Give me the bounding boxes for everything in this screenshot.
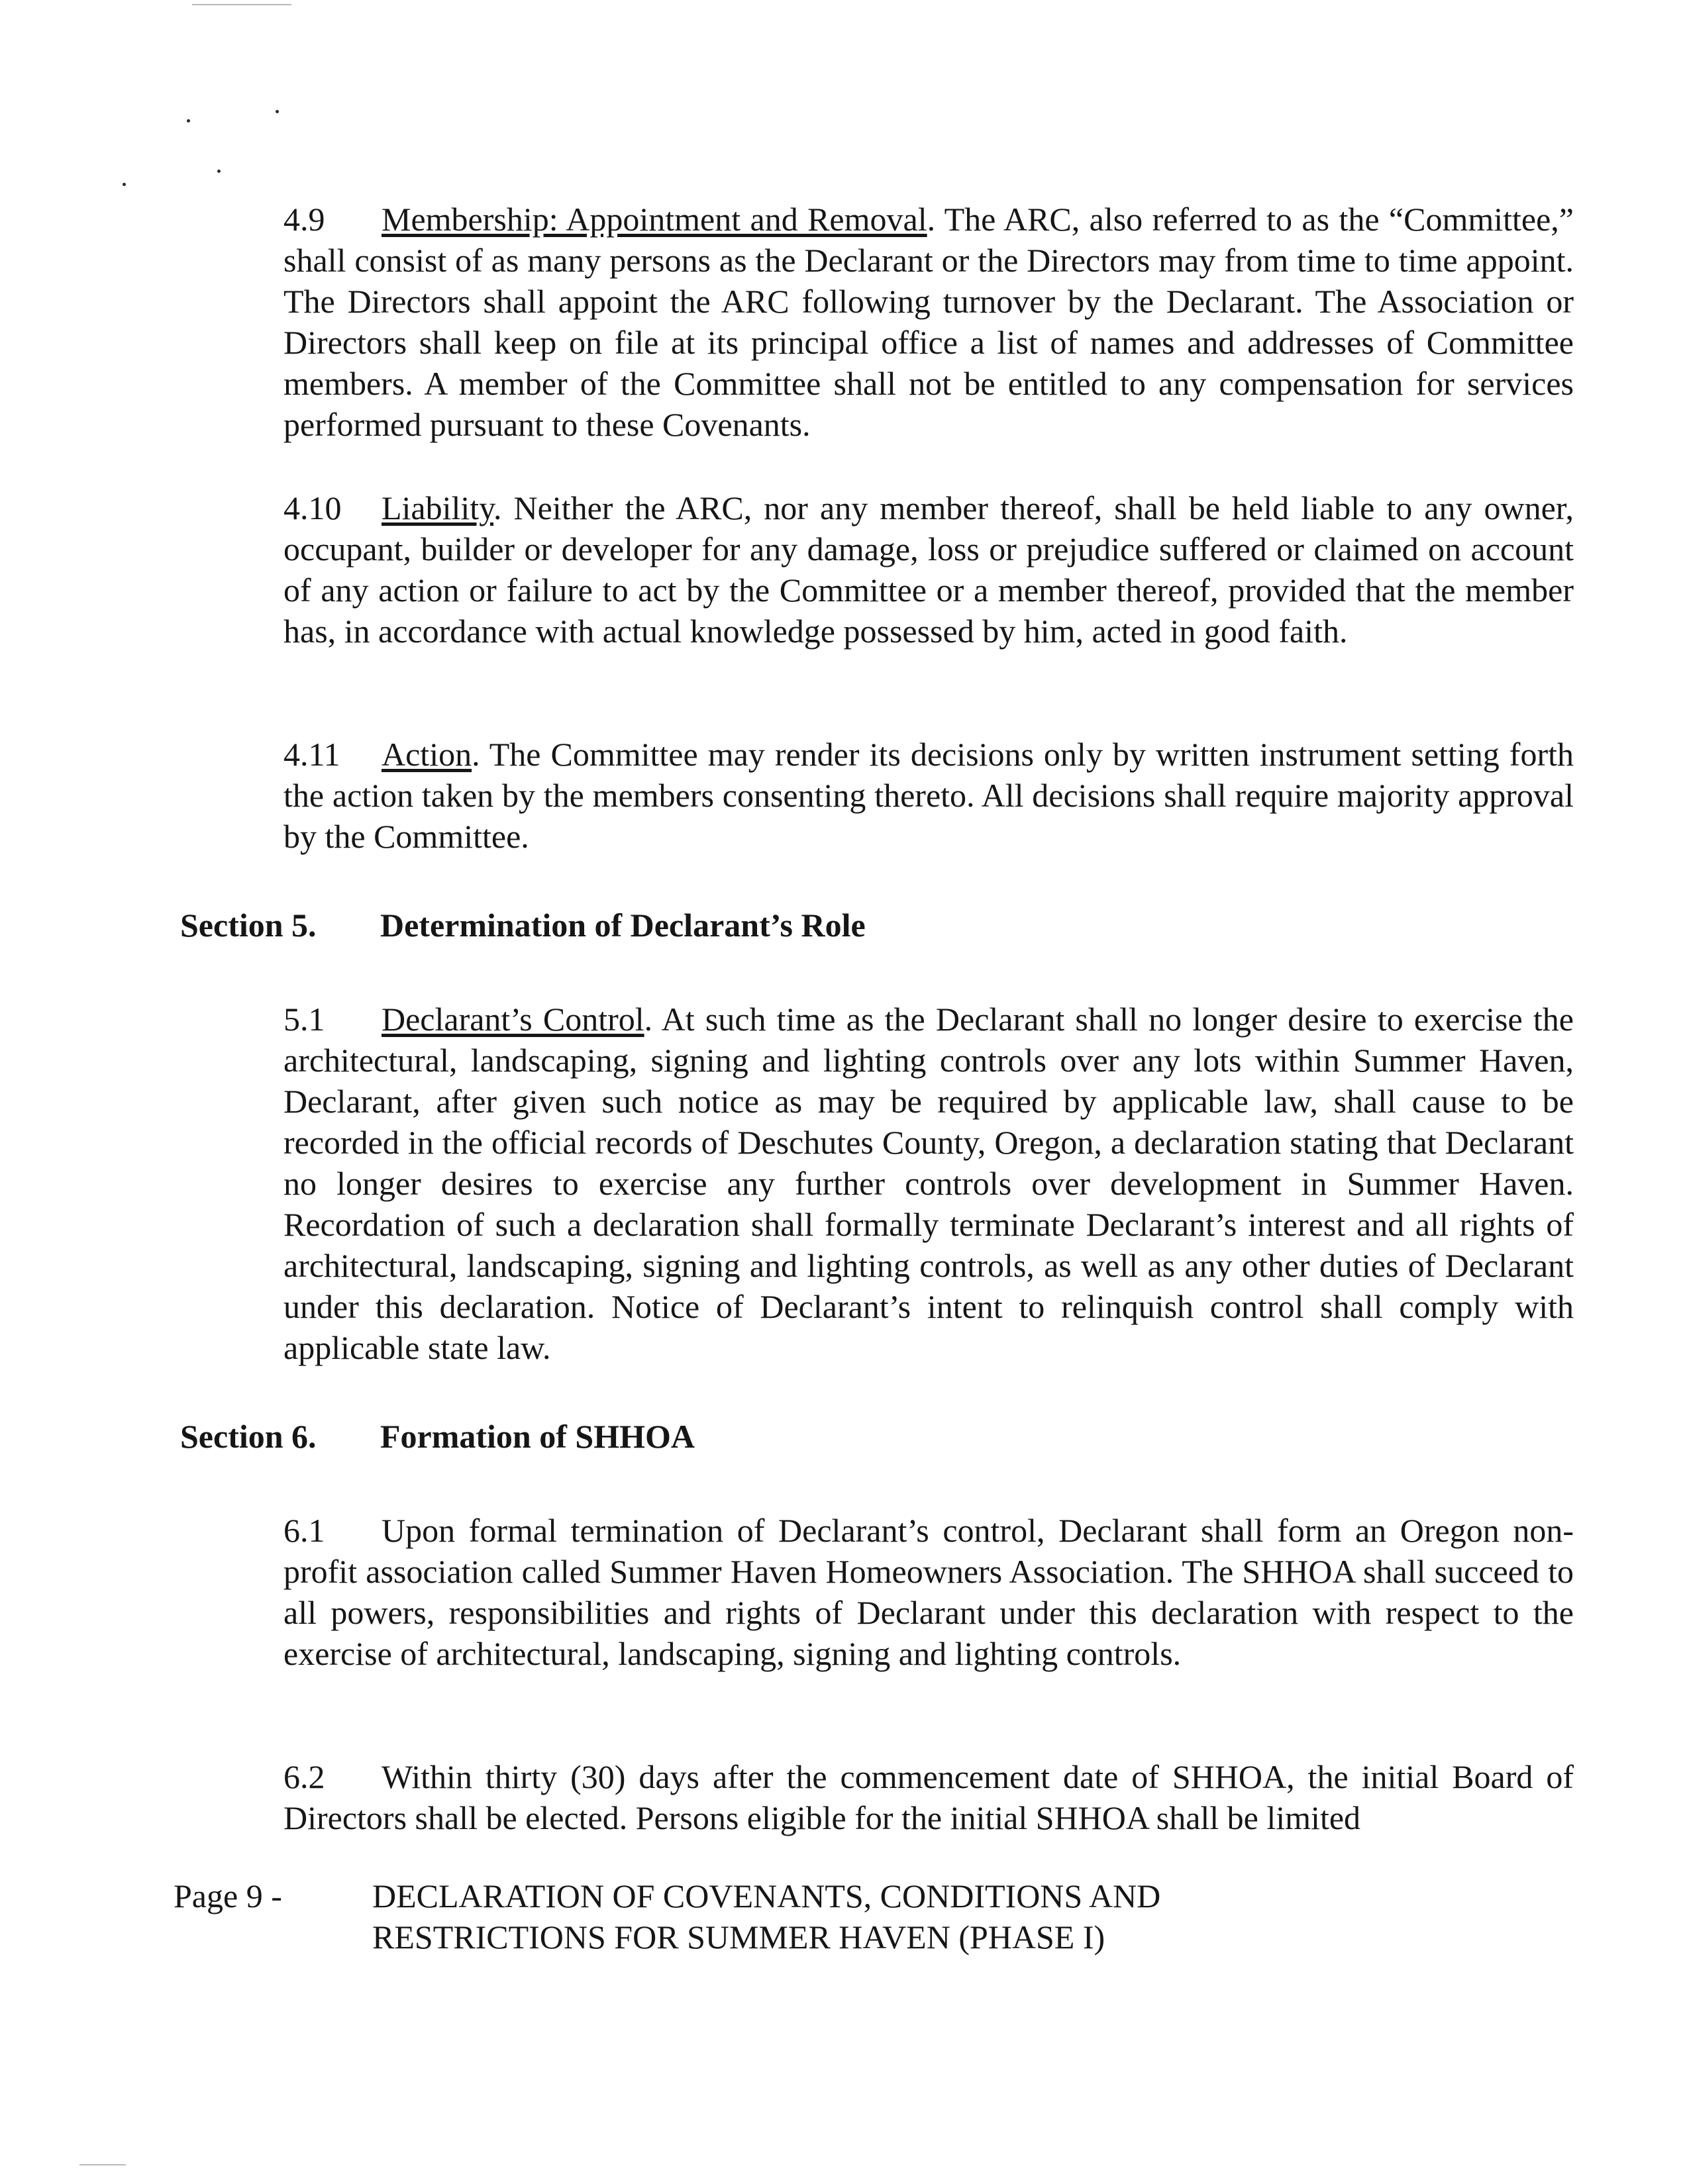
scan-speck — [217, 170, 221, 173]
paragraph-number: 6.2 — [283, 1758, 325, 1795]
paragraph-body: . Neither the ARC, nor any member thereof, shall be held liable to any owner, occupant, builder or developer for any damage, loss or prejudice suffered or claimed on account of any action or failure to act by the Committee or a member thereof, provided that the member has, in accordance with actual knowledge possessed by him, acted in good faith. — [283, 489, 1574, 650]
paragraph-number: 4.11 — [283, 736, 340, 773]
paragraph-number: 4.10 — [283, 489, 342, 526]
paragraph-5-1 — [180, 999, 1574, 1368]
scan-artifact-bottom — [79, 2164, 126, 2165]
scan-artifact-top — [192, 4, 291, 5]
paragraph-4-10 — [180, 487, 1574, 652]
paragraph-number: 6.1 — [283, 1512, 325, 1549]
footer-title-line-2: RESTRICTIONS FOR SUMMER HAVEN (PHASE I) — [372, 1918, 1105, 1956]
paragraph-body: . The ARC, also referred to as the “Committee,” shall consist of as many persons as the Declarant or the Directors may from time to time appoint. The Directors shall appoint the ARC following turnover by the Declarant. The Association or Directors shall keep on file at its principal office a list of names and addresses of Committee members. A member of the Committee shall not be entitled to any compensation for services performed pursuant to these Covenants. — [283, 201, 1574, 443]
paragraph-title: Liability — [382, 489, 493, 526]
paragraph-title: Declarant’s Control — [382, 1001, 644, 1038]
paragraph-4-11 — [180, 734, 1574, 857]
scan-speck — [123, 183, 126, 186]
paragraph-4-9 — [180, 199, 1574, 445]
page-number: Page 9 - — [174, 1877, 282, 1914]
scan-speck — [187, 119, 190, 123]
paragraph-title: Action — [382, 736, 472, 773]
section-number: Section 6. — [180, 1418, 317, 1455]
footer-title — [372, 1875, 1366, 1958]
paragraph-6-1 — [180, 1510, 1574, 1674]
section-title: Determination of Declarant’s Role — [380, 907, 866, 944]
footer-title-line-1: DECLARATION OF COVENANTS, CONDITIONS AND — [372, 1877, 1161, 1914]
scan-speck — [276, 110, 279, 113]
paragraph-body: Within thirty (30) days after the commencement date of SHHOA, the initial Board of Directors shall be elected. Persons eligible for the initial SHHOA shall be limited — [283, 1758, 1574, 1836]
paragraph-body: . At such time as the Declarant shall no longer desire to exercise the architectural, landscaping, signing and lighting controls over any lots within Summer Haven, Declarant, after given such notice as may be required by applicable law, shall cause to be recorded in the official records of Deschutes County, Oregon, a declaration stating that Declarant no longer desires to exercise any further controls over development in Summer Haven. Recordation of such a declaration shall formally terminate Declarant’s interest and all rights of architectural, landscaping, signing and lighting controls, as well as any other duties of Declarant under this declaration. Notice of Declarant’s intent to relinquish control shall comply with applicable state law. — [283, 1001, 1574, 1366]
paragraph-body: . The Committee may render its decisions only by written instrument setting forth the action taken by the members consenting thereto. All decisions shall require majority approval by the Committee. — [283, 736, 1574, 855]
section-number: Section 5. — [180, 907, 317, 944]
section-5-heading — [180, 905, 866, 946]
paragraph-6-2 — [180, 1756, 1574, 1838]
paragraph-title: Membership: Appointment and Removal — [382, 201, 927, 238]
section-title: Formation of SHHOA — [380, 1418, 695, 1455]
paragraph-number: 5.1 — [283, 1001, 325, 1038]
section-6-heading — [180, 1416, 695, 1457]
paragraph-number: 4.9 — [283, 201, 325, 238]
paragraph-body: Upon formal termination of Declarant’s control, Declarant shall form an Oregon non-profit association called Summer Haven Homeowners Association. The SHHOA shall succeed to all powers, responsibilities and rights of Declarant under this declaration with respect to the exercise of architectural, landscaping, signing and lighting controls. — [283, 1512, 1574, 1672]
